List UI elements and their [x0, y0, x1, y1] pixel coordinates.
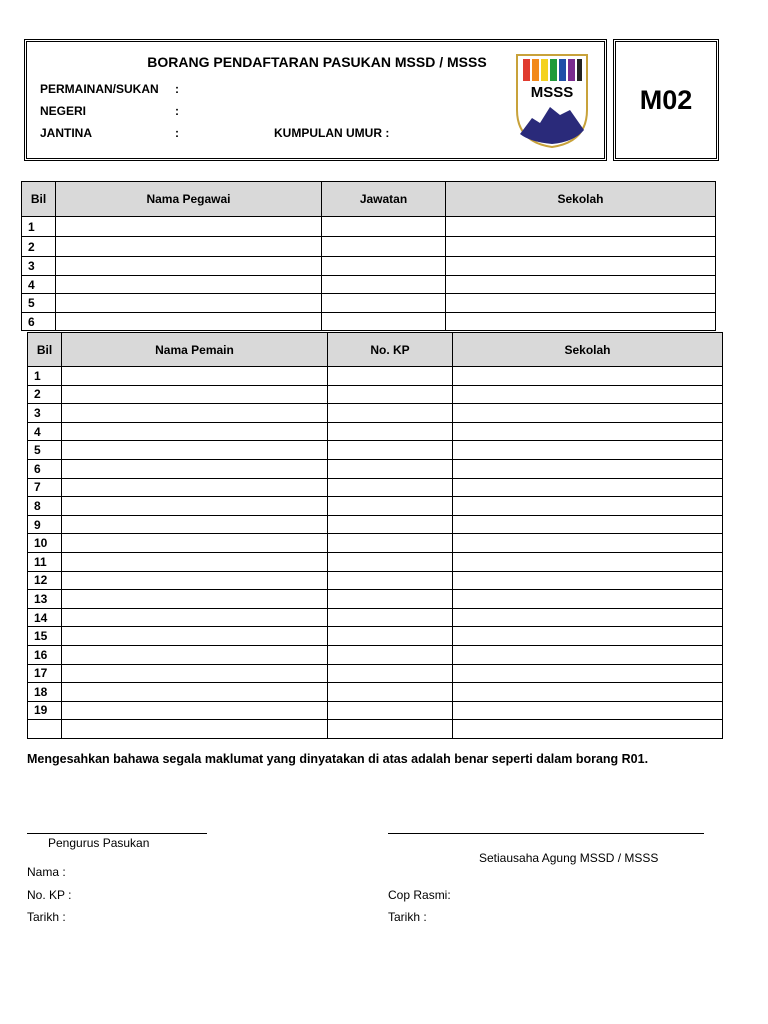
- table-row: [28, 701, 723, 720]
- logo-text: MSSS: [530, 84, 574, 101]
- colon-gender: :: [175, 126, 179, 140]
- table-row: [28, 571, 723, 590]
- player-name-cell[interactable]: [62, 608, 328, 627]
- colon-state: :: [175, 104, 179, 118]
- table-row: [28, 441, 723, 460]
- row-number: [28, 720, 62, 739]
- row-number: 5: [22, 294, 56, 313]
- ic-number-cell[interactable]: [328, 534, 453, 553]
- school-cell[interactable]: [453, 701, 723, 720]
- col-header-jawatan: Jawatan: [322, 182, 446, 217]
- player-name-cell[interactable]: [62, 404, 328, 423]
- player-name-cell[interactable]: [62, 478, 328, 497]
- name-cell[interactable]: [56, 313, 322, 331]
- school-cell[interactable]: [453, 422, 723, 441]
- ic-number-cell[interactable]: [328, 571, 453, 590]
- school-cell[interactable]: [446, 257, 716, 276]
- row-number: 14: [28, 608, 62, 627]
- player-name-cell[interactable]: [62, 552, 328, 571]
- school-cell[interactable]: [453, 385, 723, 404]
- form-title: BORANG PENDAFTARAN PASUKAN MSSD / MSSS: [147, 54, 487, 70]
- position-cell[interactable]: [322, 217, 446, 237]
- manager-title: Pengurus Pasukan: [48, 836, 150, 850]
- row-number: 16: [28, 645, 62, 664]
- player-name-cell[interactable]: [62, 422, 328, 441]
- school-cell[interactable]: [453, 645, 723, 664]
- school-cell[interactable]: [446, 217, 716, 237]
- row-number: 15: [28, 627, 62, 646]
- row-number: 1: [22, 217, 56, 237]
- player-name-cell[interactable]: [62, 627, 328, 646]
- row-number: 2: [22, 237, 56, 257]
- label-gender: JANTINA: [40, 126, 93, 140]
- ic-number-cell[interactable]: [328, 720, 453, 739]
- row-number: 19: [28, 701, 62, 720]
- label-age-group: KUMPULAN UMUR :: [274, 126, 390, 140]
- school-cell[interactable]: [453, 515, 723, 534]
- table-row: [28, 459, 723, 478]
- name-cell[interactable]: [56, 294, 322, 313]
- school-cell[interactable]: [453, 627, 723, 646]
- row-number: 13: [28, 590, 62, 609]
- label-state: NEGERI: [40, 104, 87, 118]
- ic-number-cell[interactable]: [328, 441, 453, 460]
- table-row: [28, 590, 723, 609]
- player-name-cell[interactable]: [62, 701, 328, 720]
- col-header-sekolah: Sekolah: [446, 182, 716, 217]
- table-row: [28, 552, 723, 571]
- ic-number-cell[interactable]: [328, 459, 453, 478]
- col-header-nama-pemain: Nama Pemain: [62, 333, 328, 367]
- position-cell[interactable]: [322, 276, 446, 294]
- ic-number-cell[interactable]: [328, 367, 453, 386]
- position-cell[interactable]: [322, 237, 446, 257]
- manager-ic-label: No. KP :: [27, 888, 72, 902]
- player-name-cell[interactable]: [62, 645, 328, 664]
- name-cell[interactable]: [56, 257, 322, 276]
- school-cell[interactable]: [453, 404, 723, 423]
- ic-number-cell[interactable]: [328, 422, 453, 441]
- form-code-box: [613, 39, 719, 161]
- table-row: [28, 385, 723, 404]
- name-cell[interactable]: [56, 217, 322, 237]
- ic-number-cell[interactable]: [328, 515, 453, 534]
- player-name-cell[interactable]: [62, 571, 328, 590]
- row-number: 12: [28, 571, 62, 590]
- ic-number-cell[interactable]: [328, 627, 453, 646]
- official-stamp-label: Cop Rasmi:: [388, 888, 451, 902]
- ic-number-cell[interactable]: [328, 497, 453, 516]
- row-number: 1: [28, 367, 62, 386]
- school-cell[interactable]: [453, 590, 723, 609]
- table-row: [22, 276, 716, 294]
- col-header-bil: Bil: [22, 182, 56, 217]
- col-header-sekolah: Sekolah: [453, 333, 723, 367]
- position-cell[interactable]: [322, 294, 446, 313]
- ic-number-cell[interactable]: [328, 552, 453, 571]
- row-number: 17: [28, 664, 62, 683]
- table-row: [28, 404, 723, 423]
- row-number: 18: [28, 683, 62, 702]
- colon-sport: :: [175, 82, 179, 96]
- school-cell[interactable]: [453, 720, 723, 739]
- msss-logo: [514, 52, 590, 150]
- player-name-cell[interactable]: [62, 459, 328, 478]
- ic-number-cell[interactable]: [328, 664, 453, 683]
- school-cell[interactable]: [446, 276, 716, 294]
- school-cell[interactable]: [446, 313, 716, 331]
- position-cell[interactable]: [322, 313, 446, 331]
- table-row: [22, 257, 716, 276]
- player-name-cell[interactable]: [62, 367, 328, 386]
- signature-line-manager[interactable]: [27, 833, 207, 834]
- school-cell[interactable]: [453, 608, 723, 627]
- table-row: [28, 683, 723, 702]
- secretary-title: Setiausaha Agung MSSD / MSSS: [479, 851, 659, 865]
- row-number: 9: [28, 515, 62, 534]
- player-name-cell[interactable]: [62, 683, 328, 702]
- row-number: 3: [28, 404, 62, 423]
- officials-table: [21, 181, 716, 331]
- school-cell[interactable]: [453, 367, 723, 386]
- col-header-no-kp: No. KP: [328, 333, 453, 367]
- player-name-cell[interactable]: [62, 385, 328, 404]
- table-row: [28, 422, 723, 441]
- row-number: 10: [28, 534, 62, 553]
- table-row: [22, 217, 716, 237]
- name-cell[interactable]: [56, 276, 322, 294]
- ic-number-cell[interactable]: [328, 404, 453, 423]
- row-number: 7: [28, 478, 62, 497]
- table-row: [28, 515, 723, 534]
- players-table: [27, 332, 723, 739]
- row-number: 4: [28, 422, 62, 441]
- player-name-cell[interactable]: [62, 534, 328, 553]
- school-cell[interactable]: [453, 534, 723, 553]
- school-cell[interactable]: [453, 441, 723, 460]
- table-row: [22, 313, 716, 331]
- row-number: 4: [22, 276, 56, 294]
- row-number: 8: [28, 497, 62, 516]
- player-name-cell[interactable]: [62, 664, 328, 683]
- school-cell[interactable]: [453, 571, 723, 590]
- name-cell[interactable]: [56, 237, 322, 257]
- table-row: [28, 367, 723, 386]
- manager-name-label: Nama :: [27, 865, 66, 879]
- form-header-box: [24, 39, 607, 161]
- table-row: [22, 237, 716, 257]
- ic-number-cell[interactable]: [328, 701, 453, 720]
- school-cell[interactable]: [453, 497, 723, 516]
- ic-number-cell[interactable]: [328, 645, 453, 664]
- school-cell[interactable]: [453, 459, 723, 478]
- ic-number-cell[interactable]: [328, 683, 453, 702]
- player-name-cell[interactable]: [62, 441, 328, 460]
- row-number: 3: [22, 257, 56, 276]
- manager-date-label: Tarikh :: [27, 910, 66, 924]
- school-cell[interactable]: [453, 552, 723, 571]
- ic-number-cell[interactable]: [328, 478, 453, 497]
- col-header-bil: Bil: [28, 333, 62, 367]
- school-cell[interactable]: [453, 664, 723, 683]
- row-number: 6: [28, 459, 62, 478]
- table-row: [28, 664, 723, 683]
- label-sport: PERMAINAN/SUKAN: [40, 82, 159, 96]
- player-name-cell[interactable]: [62, 720, 328, 739]
- table-row: [28, 720, 723, 739]
- ic-number-cell[interactable]: [328, 608, 453, 627]
- player-name-cell[interactable]: [62, 590, 328, 609]
- school-cell[interactable]: [446, 294, 716, 313]
- table-row: [28, 645, 723, 664]
- row-number: 2: [28, 385, 62, 404]
- table-row: [22, 294, 716, 313]
- school-cell[interactable]: [453, 683, 723, 702]
- row-number: 5: [28, 441, 62, 460]
- ic-number-cell[interactable]: [328, 385, 453, 404]
- school-cell[interactable]: [453, 478, 723, 497]
- player-name-cell[interactable]: [62, 497, 328, 516]
- table-row: [28, 608, 723, 627]
- table-row: [28, 497, 723, 516]
- form-code: M02: [639, 84, 693, 115]
- school-cell[interactable]: [446, 237, 716, 257]
- declaration-text: Mengesahkan bahawa segala maklumat yang dinyatakan di atas adalah benar seperti dalam borang R01.: [27, 752, 649, 766]
- position-cell[interactable]: [322, 257, 446, 276]
- row-number: 6: [22, 313, 56, 331]
- player-name-cell[interactable]: [62, 515, 328, 534]
- col-header-nama-pegawai: Nama Pegawai: [56, 182, 322, 217]
- table-row: [28, 534, 723, 553]
- signature-line-secretary[interactable]: [388, 833, 704, 834]
- table-row: [28, 478, 723, 497]
- ic-number-cell[interactable]: [328, 590, 453, 609]
- row-number: 11: [28, 552, 62, 571]
- table-row: [28, 627, 723, 646]
- secretary-date-label: Tarikh :: [388, 910, 427, 924]
